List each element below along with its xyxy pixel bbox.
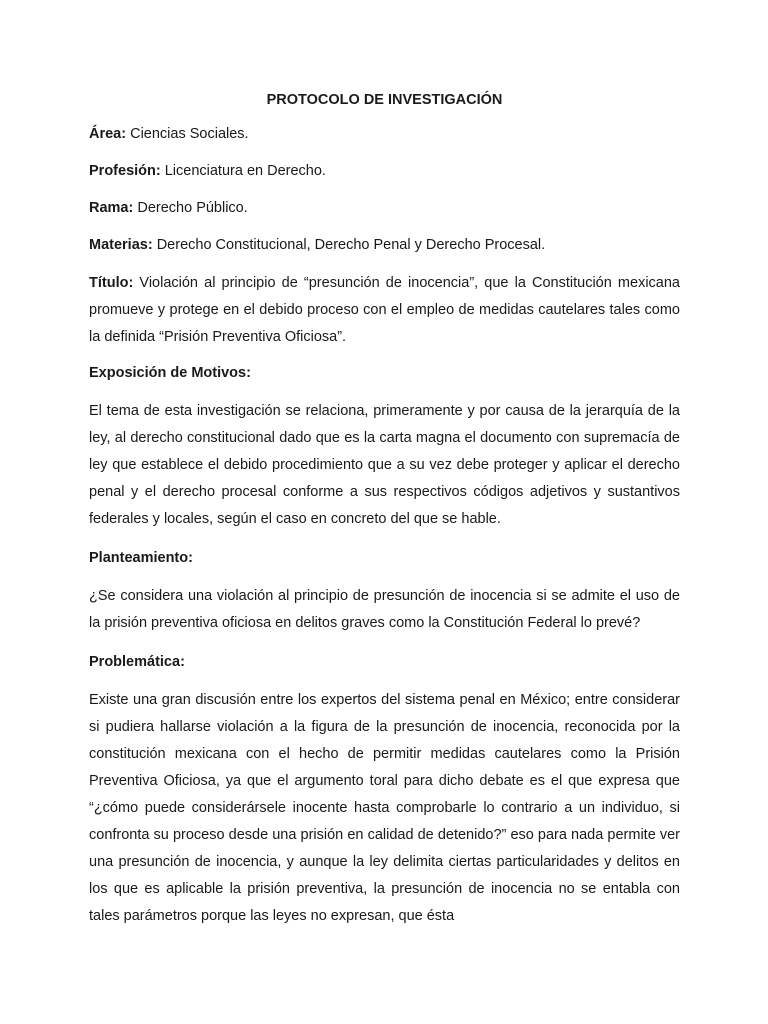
section-text-problematica: Existe una gran discusión entre los expertos del sistema penal en México; entre considerar si pudiera hallarse violación a la figura de la presunción de inocencia, reconocida por la constitución mexicana con el hecho de permitir medidas cautelares como la Prisión Preventiva Oficiosa, ya que el argumento toral para dicho debate es el que expresa que “¿cómo puede considerársele inocente hasta comprobarle lo contrario a un individuo, si confronta su proceso desde una prisión en calidad de detenido?” eso para nada permite ver una presunción de inocencia, y aunque la ley delimita ciertas particularidades y delitos en los que es aplicable la prisión preventiva, la presunción de inocencia no se entabla con tales parámetros porque las leyes no expresan, que ésta xyxy=(89,692,680,924)
field-titulo-label: Título: xyxy=(89,275,134,291)
field-materias-label: Materias: xyxy=(89,237,153,253)
section-heading-problematica: Problemática: xyxy=(89,654,185,670)
field-area-value: Ciencias Sociales. xyxy=(126,126,249,142)
field-rama xyxy=(89,196,680,220)
section-heading-exposicion: Exposición de Motivos: xyxy=(89,365,251,381)
field-rama-value: Derecho Público. xyxy=(133,200,248,216)
field-profesion-value: Licenciatura en Derecho. xyxy=(160,163,326,179)
field-area xyxy=(89,122,680,146)
field-profesion xyxy=(89,159,680,183)
section-text-planteamiento: ¿Se considera una violación al principio de presunción de inocencia si se admite el uso de la prisión preventiva oficiosa en delitos graves como la Constitución Federal lo prevé? xyxy=(89,588,680,631)
document-page xyxy=(89,88,680,943)
field-materias-value: Derecho Constitucional, Derecho Penal y Derecho Procesal. xyxy=(152,237,546,253)
document-title: PROTOCOLO DE INVESTIGACIÓN xyxy=(266,92,503,108)
field-titulo-value: Violación al principio de “presunción de inocencia”, que la Constitución mexicana promueve y protege en el debido proceso con el empleo de medidas cautelares tales como la definida “Prisión Preventiva Oficiosa”. xyxy=(89,275,680,345)
section-text-exposicion: El tema de esta investigación se relaciona, primeramente y por causa de la jerarquía de la ley, al derecho constitucional dado que es la carta magna el documento con supremacía de ley que establece el debido procedimiento que a su vez debe proteger y aplicar el derecho penal y el derecho procesal conforme a sus respectivos códigos adjetivos y sustantivos federales y locales, según el caso en concreto del que se hable. xyxy=(89,403,680,527)
section-heading-planteamiento: Planteamiento: xyxy=(89,550,193,566)
field-area-label: Área: xyxy=(89,126,127,142)
field-materias xyxy=(89,233,680,257)
field-profesion-label: Profesión: xyxy=(89,163,161,179)
field-rama-label: Rama: xyxy=(89,200,134,216)
field-titulo xyxy=(89,270,680,351)
